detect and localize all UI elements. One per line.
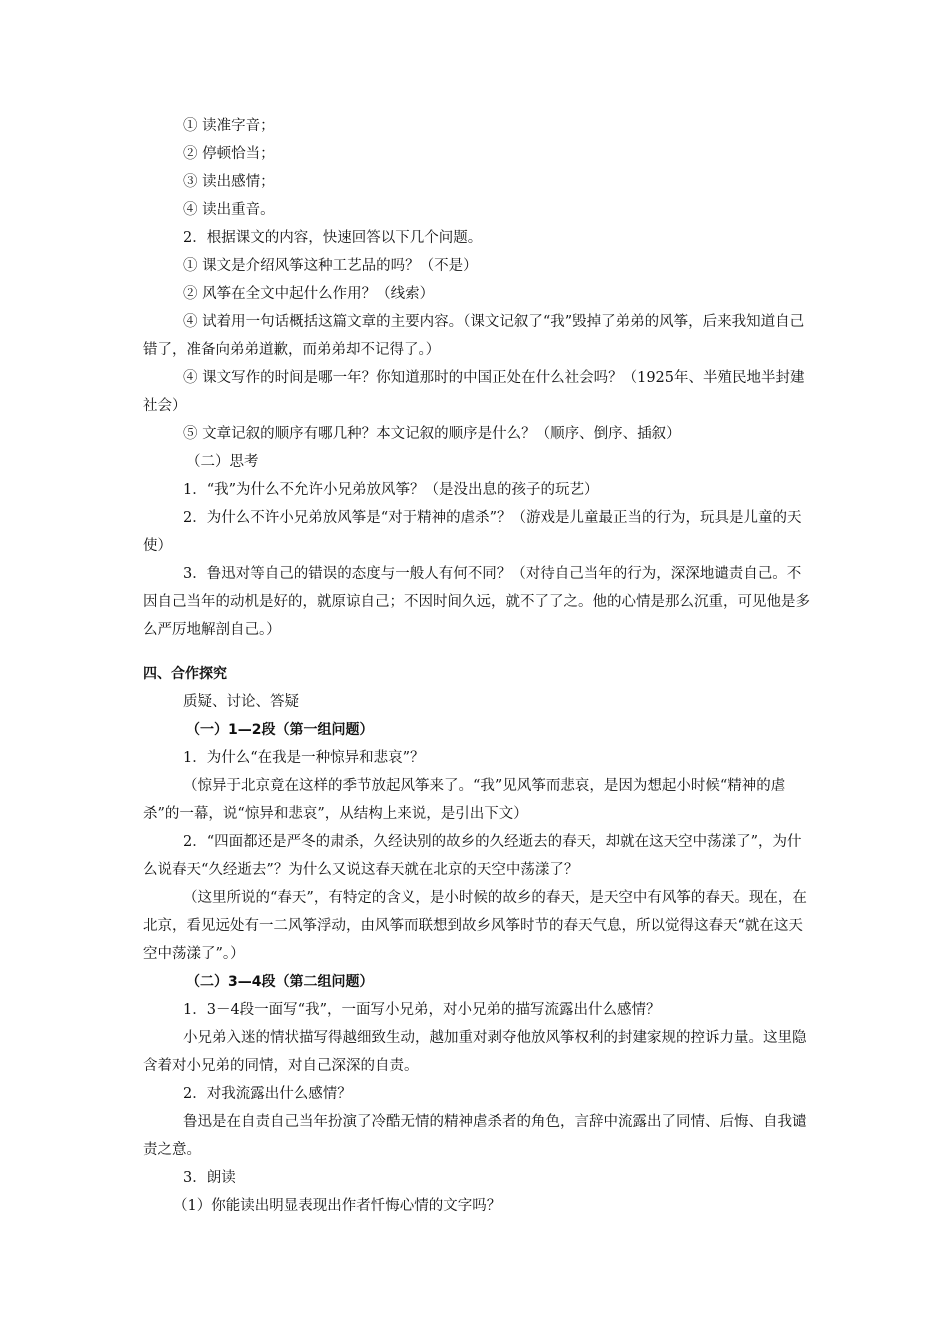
line-pause: ② 停顿恰当； [183,146,275,162]
line-think-q3: 3．鲁迅对等自己的错误的态度与一般人有何不同？（对待自己当年的行为，深深地谴责自己。不因自己当年的动机是好的，就原谅自己；不因时间久远，就不了了之。他的心情是那么沉重，可见他是多么严厉地解剖自己。） [143,566,810,638]
group2-q1: 1．3－4段一面写“我”，一面写小兄弟，对小兄弟的描写流露出什么感情？ [183,1002,661,1018]
line-q-year: ④ 课文写作的时间是哪一年？你知道那时的中国正处在什么社会吗？（1925年、半殖民地半封建社会） [143,370,805,414]
document-body [143,112,813,1220]
line-q-summary: ④ 试着用一句话概括这篇文章的主要内容。（课文记叙了“我”毁掉了弟弟的风筝，后来我知道自己错了，准备向弟弟道歉，而弟弟却不记得了。） [143,314,805,358]
group1-a1: （惊异于北京竟在这样的季节放起风筝来了。“我”见风筝而悲哀，是因为想起小时候“精神的虐杀”的一幕，说“惊异和悲哀”，从结构上来说，是引出下文） [143,778,786,822]
group1-a2: （这里所说的“春天”，有特定的含义，是小时候的故乡的春天，是天空中有风筝的春天。现在，在北京，看见远处有一二风筝浮动，由风筝而联想到故乡风筝时节的春天气息，所以觉得这春天“就在这天空中荡漾了”。） [143,890,807,962]
section-intro: 质疑、讨论、答疑 [183,694,299,710]
group2-q3: 3．朗读 [183,1170,236,1186]
section-heading: 四、合作探究 [143,666,227,682]
group2-a1: 小兄弟入迷的情状描写得越细致生动，越加重对剥夺他放风筝权利的封建家规的控诉力量。这里隐含着对小兄弟的同情，对自己深深的自责。 [143,1030,807,1074]
group2-heading: （二）3—4段（第二组问题） [186,974,374,990]
group2-q3-1: （1）你能读出明显表现出作者忏悔心情的文字吗？ [173,1198,502,1214]
line-stress: ④ 读出重音。 [183,202,275,218]
group1-q1: 1．为什么“在我是一种惊异和悲哀”？ [183,750,425,766]
section-gap [143,644,813,660]
line-emotion: ③ 读出感情； [183,174,275,190]
group1-heading: （一）1—2段（第一组问题） [186,722,374,738]
line-think-q1: 1．“我”为什么不允许小兄弟放风筝？（是没出息的孩子的玩艺） [183,482,599,498]
line-q-role: ② 风筝在全文中起什么作用？（线索） [183,286,435,302]
line-think-q2: 2．为什么不许小兄弟放风筝是“对于精神的虐杀”？（游戏是儿童最正当的行为，玩具是儿童的天使） [143,510,802,554]
line-think-heading: （二）思考 [186,454,259,470]
line-question-intro: 2．根据课文的内容，快速回答以下几个问题。 [183,230,483,246]
group1-q2: 2．“四面都还是严冬的肃杀，久经诀别的故乡的久经逝去的春天，却就在这天空中荡漾了”，为什么说春天“久经逝去”？为什么又说这春天就在北京的天空中荡漾了？ [143,834,802,878]
line-read-pronunciation: ① 读准字音； [183,118,275,134]
line-q-craft: ① 课文是介绍风筝这种工艺品的吗？（不是） [183,258,478,274]
group2-q2: 2．对我流露出什么感情？ [183,1086,352,1102]
group2-a2: 鲁迅是在自责自己当年扮演了冷酷无情的精神虐杀者的角色，言辞中流露出了同情、后悔、自我谴责之意。 [143,1114,807,1158]
line-q-order: ⑤ 文章记叙的顺序有哪几种？本文记叙的顺序是什么？（顺序、倒序、插叙） [183,426,681,442]
